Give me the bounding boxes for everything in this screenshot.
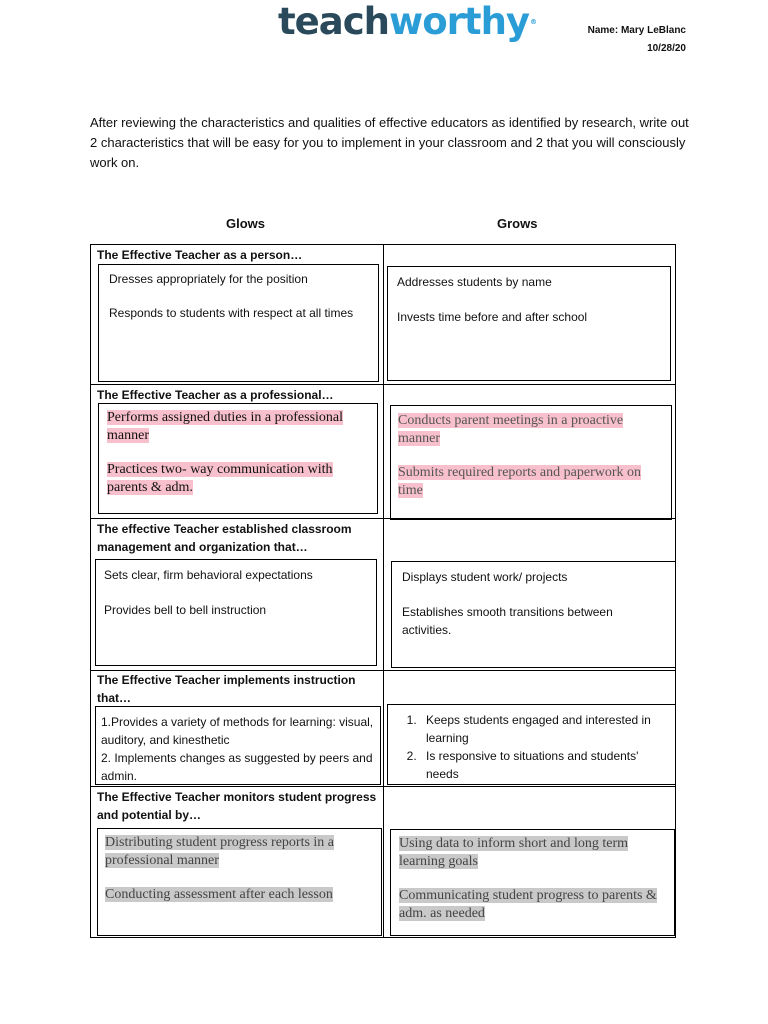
glows-box-management: [95, 559, 377, 666]
grow-item: 2. Is responsive to situations and students' needs: [420, 747, 671, 783]
instructions-paragraph: After reviewing the characteristics and qualities of effective educators as identified by research, write out 2 characteristics that will be easy for you to implement in your classroom and 2 that you will consciously work on.: [90, 115, 689, 170]
grow-item: Using data to inform short and long term learning goals: [399, 836, 629, 869]
grow-item: Communicating student progress to parents & adm. as needed: [399, 888, 657, 921]
grows-list-instruction: [392, 711, 671, 783]
table-column-divider: [383, 244, 384, 938]
glow-item: Dresses appropriately for the position: [109, 272, 308, 286]
table-row-divider: [90, 384, 676, 385]
glow-item: Practices two- way communication with parents & adm.: [107, 462, 333, 495]
student-meta: [588, 22, 686, 58]
glow-item: Performs assigned duties in a professional manner: [107, 410, 344, 443]
grows-box-instruction: [387, 704, 676, 785]
glow-item: 1.Provides a variety of methods for learning: visual, auditory, and kinesthetic: [101, 715, 374, 747]
grow-item: Conducts parent meetings in a proactive manner: [398, 413, 624, 446]
table-row-divider: [90, 786, 676, 787]
grows-box-professional: [390, 405, 672, 520]
grow-item: Invests time before and after school: [397, 310, 588, 324]
grows-box-person: [387, 266, 671, 381]
grow-item: Submits required reports and paperwork on time: [398, 465, 641, 498]
logo-trademark: ®: [530, 18, 537, 26]
glow-item: Sets clear, firm behavioral expectations: [104, 568, 313, 582]
section-title-instruction: The Effective Teacher implements instruction that…: [97, 673, 356, 705]
glows-box-instruction: [95, 706, 381, 785]
grow-item: Establishes smooth transitions between activities.: [402, 605, 613, 637]
section-title-progress: The Effective Teacher monitors student progress and potential by…: [97, 790, 377, 822]
glows-box-progress: [97, 828, 382, 936]
grow-item: Displays student work/ projects: [402, 570, 568, 584]
glow-item: Provides bell to bell instruction: [104, 603, 267, 617]
grows-box-progress: [390, 829, 675, 936]
grow-item: 1. Keeps students engaged and interested in learning: [420, 711, 671, 747]
glow-item: Conducting assessment after each lesson: [105, 887, 333, 902]
glows-box-professional: [98, 403, 378, 514]
column-header-glows: Glows: [226, 216, 266, 231]
logo-text-worthy: worthy: [389, 0, 530, 43]
section-title-person: The Effective Teacher as a person…: [97, 248, 303, 262]
glow-item: 2. Implements changes as suggested by peers and admin.: [101, 751, 373, 783]
glow-item: Responds to students with respect at all times: [109, 306, 354, 320]
teachworthy-logo: [278, 2, 536, 42]
glows-box-person: [98, 264, 379, 382]
logo-text-teach: teach: [278, 0, 390, 43]
section-title-professional: The Effective Teacher as a professional…: [97, 388, 334, 402]
column-header-grows: Grows: [497, 216, 538, 231]
document-date: 10/28/20: [647, 43, 686, 54]
section-title-management: The effective Teacher established classroom management and organization that…: [97, 522, 352, 554]
grow-item: Addresses students by name: [397, 275, 552, 289]
student-name: Name: Mary LeBlanc: [587, 25, 686, 36]
glow-item: Distributing student progress reports in a professional manner: [105, 835, 335, 868]
grows-box-management: [391, 561, 676, 668]
